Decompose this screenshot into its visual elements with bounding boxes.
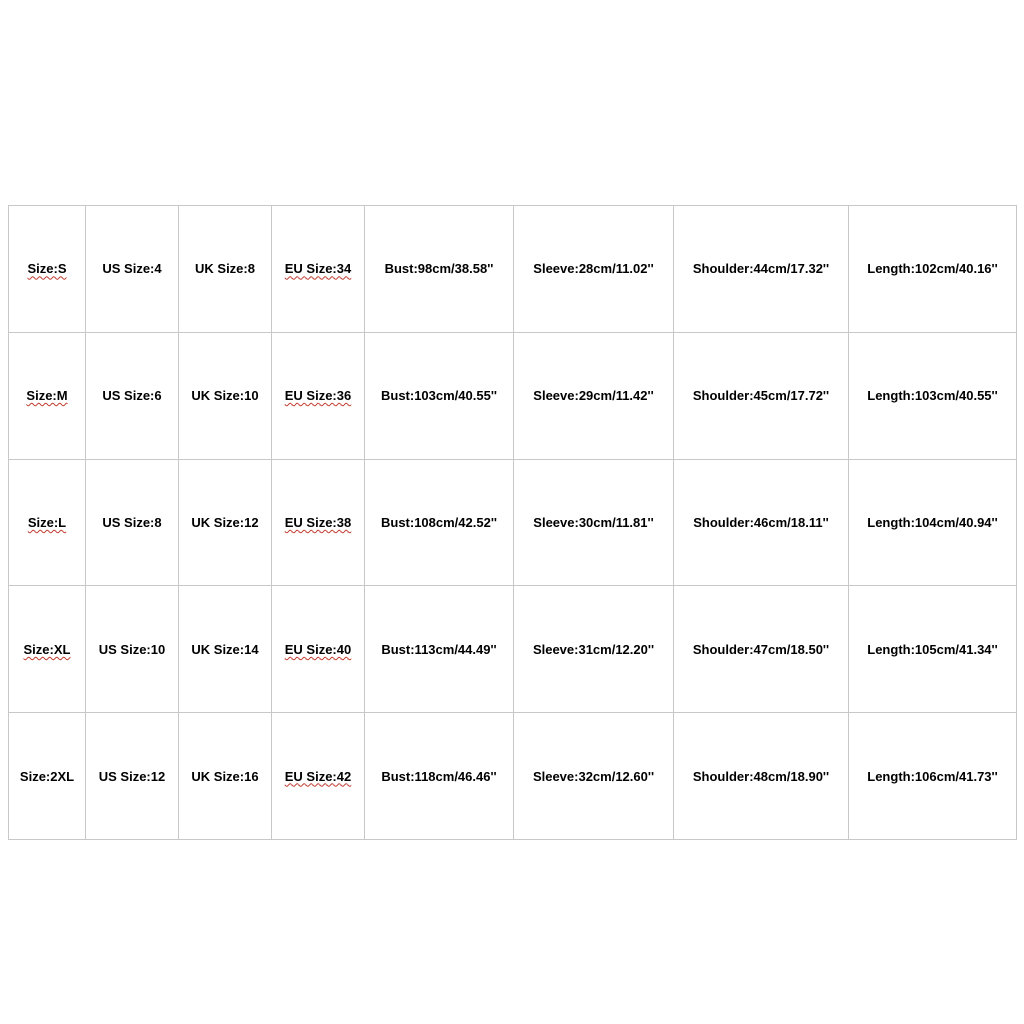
table-cell-uk-size: UK Size:8: [179, 206, 272, 333]
table-cell-eu-size: [272, 713, 365, 840]
table-cell-size: [9, 332, 86, 459]
table-cell-length: Length:104cm/40.94'': [849, 459, 1017, 586]
table-cell-sleeve: Sleeve:31cm/12.20'': [514, 586, 674, 713]
table-cell-shoulder: Shoulder:48cm/18.90'': [674, 713, 849, 840]
table-cell-us-size: US Size:8: [86, 459, 179, 586]
table-cell-eu-size: [272, 459, 365, 586]
table-cell-us-size: US Size:12: [86, 713, 179, 840]
table-cell-uk-size: UK Size:14: [179, 586, 272, 713]
table-cell-eu-size: [272, 332, 365, 459]
table-row: [9, 713, 1017, 840]
table-cell-shoulder: Shoulder:47cm/18.50'': [674, 586, 849, 713]
table-row: [9, 206, 1017, 333]
table-cell-eu-size: [272, 206, 365, 333]
table-cell-shoulder: Shoulder:46cm/18.11'': [674, 459, 849, 586]
table-cell-bust: Bust:98cm/38.58'': [365, 206, 514, 333]
eu-size-label: EU Size:40: [284, 641, 352, 657]
size-label: Size:M: [26, 388, 68, 404]
table-cell-length: Length:106cm/41.73'': [849, 713, 1017, 840]
table-row: [9, 459, 1017, 586]
eu-size-label: EU Size:42: [284, 768, 352, 784]
table-cell-us-size: US Size:4: [86, 206, 179, 333]
table-cell-bust: Bust:103cm/40.55'': [365, 332, 514, 459]
eu-size-label: EU Size:38: [284, 514, 352, 530]
table-cell-uk-size: UK Size:12: [179, 459, 272, 586]
table-cell-shoulder: Shoulder:44cm/17.32'': [674, 206, 849, 333]
table-cell-length: Length:103cm/40.55'': [849, 332, 1017, 459]
table-cell-size: [9, 459, 86, 586]
size-label: Size:XL: [23, 641, 71, 657]
table-cell-length: Length:105cm/41.34'': [849, 586, 1017, 713]
table-cell-us-size: US Size:10: [86, 586, 179, 713]
table-cell-eu-size: [272, 586, 365, 713]
eu-size-label: EU Size:36: [284, 388, 352, 404]
table-cell-bust: Bust:113cm/44.49'': [365, 586, 514, 713]
size-chart-table: [8, 205, 1017, 840]
eu-size-label: EU Size:34: [284, 261, 352, 277]
table-cell-sleeve: Sleeve:32cm/12.60'': [514, 713, 674, 840]
table-cell-uk-size: UK Size:10: [179, 332, 272, 459]
size-label: Size:S: [27, 261, 67, 277]
table-cell-size: [9, 586, 86, 713]
table-cell-uk-size: UK Size:16: [179, 713, 272, 840]
size-chart-body: [9, 206, 1017, 840]
table-cell-sleeve: Sleeve:28cm/11.02'': [514, 206, 674, 333]
table-cell-shoulder: Shoulder:45cm/17.72'': [674, 332, 849, 459]
table-cell-bust: Bust:108cm/42.52'': [365, 459, 514, 586]
table-cell-bust: Bust:118cm/46.46'': [365, 713, 514, 840]
table-cell-us-size: US Size:6: [86, 332, 179, 459]
size-label: Size:L: [27, 514, 67, 530]
table-cell-size: Size:2XL: [9, 713, 86, 840]
table-cell-sleeve: Sleeve:30cm/11.81'': [514, 459, 674, 586]
table-cell-size: [9, 206, 86, 333]
table-row: [9, 586, 1017, 713]
table-cell-sleeve: Sleeve:29cm/11.42'': [514, 332, 674, 459]
table-cell-length: Length:102cm/40.16'': [849, 206, 1017, 333]
table-row: [9, 332, 1017, 459]
